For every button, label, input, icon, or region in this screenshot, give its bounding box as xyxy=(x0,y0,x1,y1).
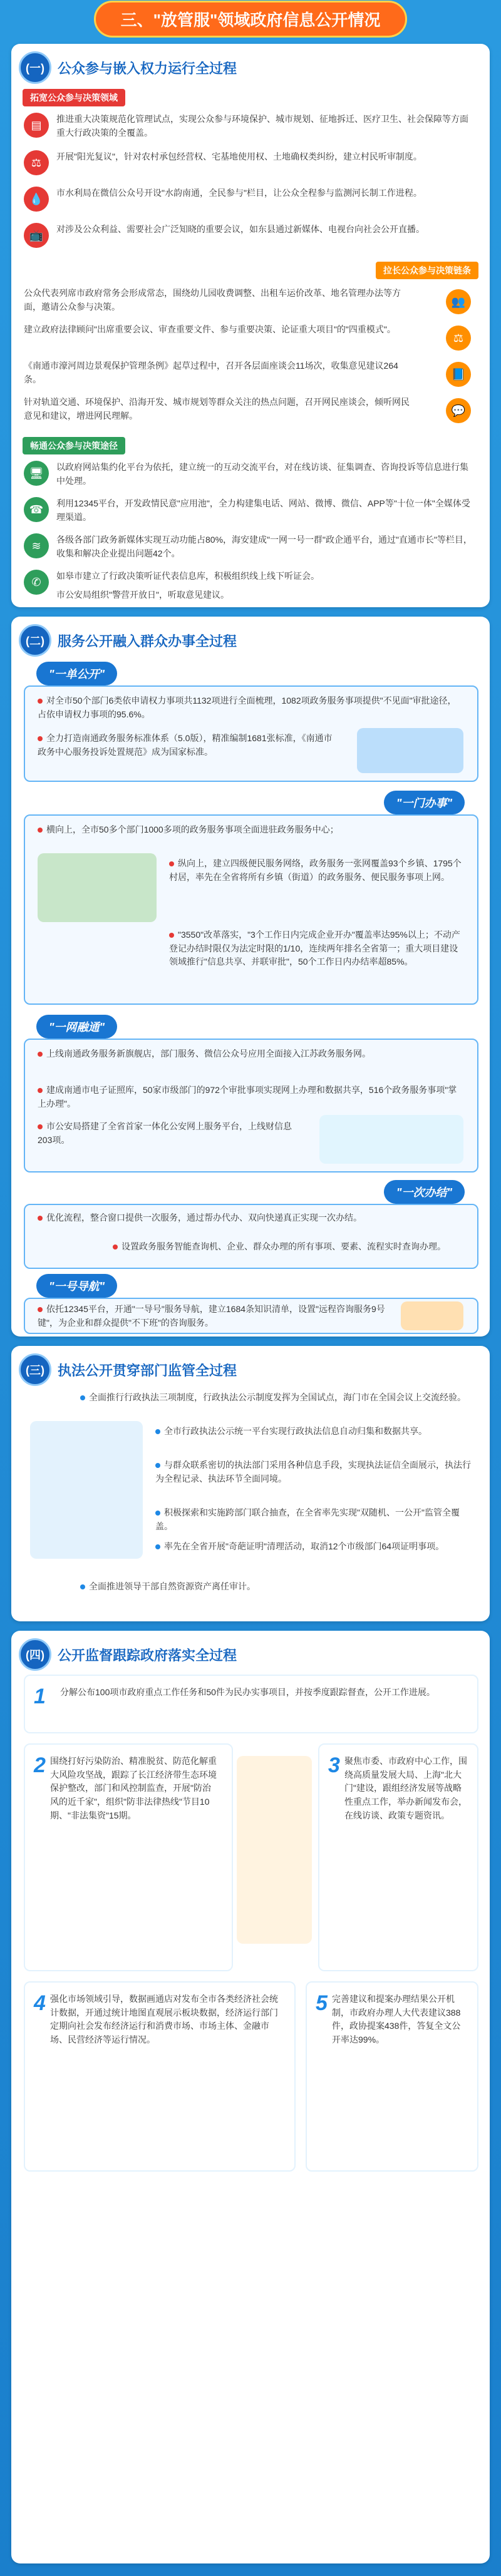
ribbon-one-time: "一次办结" xyxy=(384,1180,465,1204)
item-5-text: 公众代表列席市政府常务会形成常态，围绕幼儿园收费调整、出租车运价改革、地名管理办法等方面，邀请公众参与决策。 xyxy=(24,288,401,312)
task-text-1: 分解公布100项市政府重点工作任务和50件为民办实事项目，并按季度跟踪督查，公开工作进展。 xyxy=(60,1687,435,1697)
tag-extend-chain: 拉长公众参与决策链条 xyxy=(376,262,478,279)
one-network-box xyxy=(24,1039,478,1173)
item-2 xyxy=(24,150,475,175)
child-reading-illustration-icon xyxy=(237,1756,312,1944)
customer-service-illustration-icon xyxy=(401,1301,463,1330)
item-9-text: 以政府网站集约化平台为依托，建立统一的互动交流平台，对在线访谈、征集调查、咨询投诉等信息进行集中处理。 xyxy=(56,462,468,486)
one-network-text-3: 市公安局搭建了全省首家一体化公安网上服务平台，上线财信息203项。 xyxy=(38,1121,292,1145)
item-10 xyxy=(24,497,475,524)
police-officers-illustration-icon xyxy=(30,1421,143,1559)
task-card-1 xyxy=(24,1675,478,1733)
water-drop-icon: 💧 xyxy=(24,187,49,212)
task-number-2: 2 xyxy=(34,1753,46,1777)
item-1-text: 推进重大决策规范化管理试点，实现公众参与环境保护、城市规划、征地拆迁、医疗卫生、社会保障等方面重大行政决策的全覆盖。 xyxy=(56,114,468,138)
section-4-number: (四) xyxy=(19,1638,51,1671)
section-1-card xyxy=(11,44,490,607)
one-network-text-2: 建成南通市电子证照库，50家市级部门的972个审批事项实现网上办理和数据共享，516个政务服务事项"掌上办理"。 xyxy=(38,1085,457,1109)
ribbon-one-number: "一号导航" xyxy=(36,1274,117,1298)
task-card-5 xyxy=(306,1981,478,2172)
one-list-box xyxy=(24,685,478,782)
item-7 xyxy=(24,359,412,386)
wechat-icon: ✆ xyxy=(24,570,49,595)
law-text-1: 全面推行行政执法三项制度，行政执法公示制度发挥为全国试点，海门市在全国会议上交流经验。 xyxy=(80,1391,475,1405)
section-1-title: 公众参与嵌入权力运行全过程 xyxy=(58,60,237,76)
item-6 xyxy=(24,323,412,337)
section-2-number: (二) xyxy=(19,624,51,657)
one-list-text-2: 全力打造南通政务服务标准体系（5.0版），精准编制1681张标准，《南通市政务中心服务投诉处置规范》成为国家标准。 xyxy=(38,733,333,757)
one-door-text-2: 纵向上，建立四级便民服务网络，政务服务一张网覆盖93个乡镇、1795个村居，率先在全省将所有乡镇（街道）的政务服务、便民服务事项上网。 xyxy=(169,858,462,882)
ribbon-one-list: "一单公开" xyxy=(36,662,117,685)
section-1-header xyxy=(19,51,237,84)
item-11 xyxy=(24,533,475,560)
one-number-box xyxy=(24,1298,478,1334)
gavel-icon: ⚖ xyxy=(24,150,49,175)
section-2-title: 服务公开融入群众办事全过程 xyxy=(58,633,237,649)
section-3-header xyxy=(19,1353,237,1386)
law-text-5: 率先在全省开展"奇葩证明"清理活动，取消12个市级部门64项证明事项。 xyxy=(155,1540,475,1554)
law-text-3: 与群众联系密切的执法部门采用各种信息手段，实现执法证信全面展示，执法行为全程记录、执法环节全面同境。 xyxy=(155,1460,471,1484)
law-text-4: 积极探索和实施跨部门联合抽查，在全省率先实现"双随机、一公开"监管全覆盖。 xyxy=(155,1507,460,1531)
scale-icon: ⚖ xyxy=(446,326,471,351)
item-3-text: 市水利局在微信公众号开设"水韵南通，全民参与"栏目，让公众全程参与监测河长制工作进程。 xyxy=(56,188,422,198)
item-13-text: 市公安局组织"警营开放日"，听取意见建议。 xyxy=(56,590,229,600)
ribbon-one-door: "一门办事" xyxy=(384,791,465,814)
monitor-icon: 🖥 xyxy=(24,461,49,486)
item-2-text: 开展"阳光复议"，针对农村承包经营权、宅基地使用权、土地确权类纠纷，建立村民听审制度。 xyxy=(56,151,422,162)
section-1-number: (一) xyxy=(19,51,51,84)
laptop-illustration-icon xyxy=(319,1115,463,1164)
task-number-3: 3 xyxy=(328,1753,340,1777)
item-7-text: 《南通市濠河周边景观保护管理条例》起草过程中，召开各层面座谈会11场次，收集意见建议264条。 xyxy=(24,361,398,384)
book-icon: 📘 xyxy=(446,362,471,387)
task-card-3 xyxy=(318,1743,478,1971)
tag-expand-fields: 拓宽公众参与决策领域 xyxy=(23,89,125,106)
section-3-title: 执法公开贯穿部门监管全过程 xyxy=(58,1362,237,1378)
people-icon: 👥 xyxy=(446,289,471,314)
task-text-2: 围绕打好污染防治、精准脱贫、防范化解重大风险攻坚战，跟踪了长江经济带生态环境保护整改，部门和风控制监查，开展"防治风的近千家"，组织"防非法律热线"节目10期、"非法集资"15期。 xyxy=(50,1756,217,1820)
service-counter-illustration-icon xyxy=(38,853,157,922)
one-list-text-1: 对全市50个部门6类依申请权力事项共1132项进行全面梳理，1082项政务服务事项提供"不见面"审批途径，占依申请权力事项的95.6%。 xyxy=(38,695,457,719)
task-number-5: 5 xyxy=(316,1991,328,2015)
section-3-card xyxy=(11,1346,490,1621)
layers-icon: ≋ xyxy=(24,533,49,558)
section-2-card xyxy=(11,617,490,1337)
one-number-text: 依托12345平台，开通"一导号"服务导航，建立1684条知识清单，设置"远程咨询服务9号键"，为企业和群众提供"不下班"的咨询服务。 xyxy=(38,1304,385,1328)
phone-icon: ☎ xyxy=(24,497,49,522)
item-6-text: 建立政府法律顾问"出席重要会议、审查重要文件、参与重要决策、论证重大项目"的"四重模式"。 xyxy=(24,324,396,334)
item-12-text: 如皋市建立了行政决策听证代表信息库，积极组织线上线下听证会。 xyxy=(56,571,319,581)
ribbon-one-network: "一网融通" xyxy=(36,1015,117,1039)
task-text-3: 聚焦市委、市政府中心工作，围绕高质量发展大局、上海"北大门"建设，跟组经济发展等战略性重点工作，举办新闻发布会，在线访谈、政策专题资讯。 xyxy=(344,1756,467,1820)
law-text-6: 全面推进领导干部自然资源资产离任审计。 xyxy=(80,1580,475,1594)
law-text-2: 全市行政执法公示统一平台实现行政执法信息自动归集和数据共享。 xyxy=(155,1425,475,1439)
item-4-text: 对涉及公众利益、需要社会广泛知晓的重要会议，如东县通过新媒体、电视台向社会公开直播。 xyxy=(56,224,425,234)
one-network-text-1: 上线南通政务服务新旗舰店，部门服务、微信公众号应用全面接入江苏政务服务网。 xyxy=(38,1047,463,1061)
one-time-text-2: 设置政务服务智能查询机、企业、群众办理的所有事项、要素、流程实时查询办理。 xyxy=(113,1240,463,1254)
item-10-text: 利用12345平台，开发政情民意"应用池"，全力构建集电话、网站、微博、微信、APP等"十位一体"全媒体受理渠道。 xyxy=(56,498,470,522)
chat-icon: 💬 xyxy=(446,398,471,423)
item-8 xyxy=(24,396,412,423)
item-5 xyxy=(24,287,412,314)
one-time-text-1: 优化流程，整合窗口提供一次服务，通过帮办代办、双向快递真正实现一次办结。 xyxy=(38,1211,463,1225)
item-3 xyxy=(24,187,475,212)
task-card-4 xyxy=(24,1981,296,2172)
broadcast-icon: 📺 xyxy=(24,223,49,248)
one-time-box xyxy=(24,1204,478,1269)
section-3-number: (三) xyxy=(19,1353,51,1386)
item-9 xyxy=(24,461,475,488)
banner-title: 三、"放管服"领域政府信息公开情况 xyxy=(94,1,408,38)
item-1 xyxy=(24,113,475,140)
task-number-4: 4 xyxy=(34,1991,46,2015)
item-4 xyxy=(24,223,475,248)
section-4-title: 公开监督跟踪政府落实全过程 xyxy=(58,1647,237,1663)
section-4-header xyxy=(19,1638,237,1671)
one-door-text-1: 横向上，全市50多个部门1000多项的政务服务事项全面进驻政务服务中心； xyxy=(38,823,463,837)
item-11-text: 各级各部门政务新媒体实现互动功能占80%，海安建成"一网一号一群"政企通平台，通过"直通市长"等栏目，收集和解决企业提出问题42个。 xyxy=(56,535,472,558)
top-banner xyxy=(0,0,501,38)
document-icon: ▤ xyxy=(24,113,49,138)
task-text-5: 完善建议和提案办理结果公开机制，市政府办理人大代表建议388件，政协提案438件，答复全文公开率达99%。 xyxy=(332,1994,461,2045)
item-8-text: 针对轨道交通、环境保护、沿海开发、城市规划等群众关注的热点问题，召开网民座谈会，倾听网民意见和建议，增进网民理解。 xyxy=(24,397,410,421)
tag-open-channels: 畅通公众参与决策途径 xyxy=(23,437,125,454)
document-illustration-icon xyxy=(357,728,463,773)
one-door-text-3: "3550"改革落实，"3个工作日内完成企业开办"覆盖率达95%以上；不动产登记办结时限仅为法定时限的1/10，连续两年排名全省第一；重大项目建设领域推行"信息共享、并联审批"，50个工作日内办结率超85%。 xyxy=(169,930,460,967)
section-4-card xyxy=(11,1631,490,2563)
task-text-4: 强化市场领域引导，数据画通店对发布全市各类经济社会统计数据，开通过统计地图直观展示板块数据，经济运行部门定期向社会发布经济运行和消费市场、市场主体、金融市场、民营经济等运行情况。 xyxy=(50,1994,278,2045)
task-card-2 xyxy=(24,1743,233,1971)
task-number-1: 1 xyxy=(34,1685,46,1708)
section-2-header xyxy=(19,624,237,657)
one-door-box xyxy=(24,814,478,1005)
item-13 xyxy=(24,588,475,602)
